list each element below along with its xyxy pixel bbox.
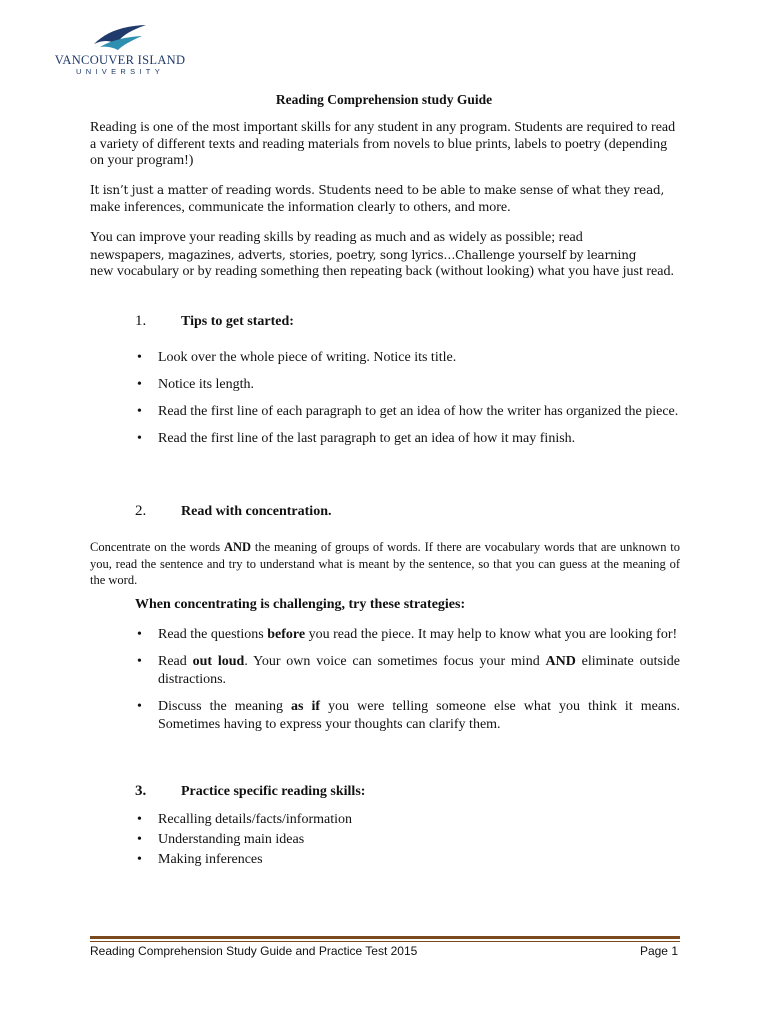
section-2-title: Read with concentration. xyxy=(181,504,332,519)
intro-paragraph-1: Reading is one of the most important skills for any student in any program. Students are required to read a variety of different texts and reading materials from novels to blue prints, labels to poetry (depending on your program!) xyxy=(90,120,676,168)
text-run-bold: AND xyxy=(545,654,576,669)
text-run: Read the questions xyxy=(158,627,268,642)
intro-paragraph-3-line-1: You can improve your reading skills by reading as much and as widely as possible; read xyxy=(90,230,583,245)
text-run: you were telling someone else what you think it means. Sometimes having to express your thoughts can clarify them. xyxy=(158,699,681,732)
text-run: you read the piece. It may help to know what you are looking for! xyxy=(305,627,678,642)
section-1-heading xyxy=(135,313,294,330)
intro-paragraph-3-line-3: new vocabulary or by reading something then repeating back (without looking) what you have just read. xyxy=(90,264,674,279)
section-3-title: Practice specific reading skills: xyxy=(181,784,366,799)
text-run-bold: out loud xyxy=(192,654,245,669)
page-title: Reading Comprehension study Guide xyxy=(275,92,493,107)
section-2-heading xyxy=(135,503,332,520)
intro-paragraph-3-line-2: newspapers, magazines, adverts, stories, poetry, song lyrics…Challenge yourself by learning xyxy=(90,247,637,262)
footer-rule-thin xyxy=(90,941,680,942)
text-run-bold: as if xyxy=(291,699,321,714)
text-run: Read xyxy=(158,654,193,669)
university-logo xyxy=(50,22,190,78)
list-item: • Recalling details/facts/information xyxy=(135,810,680,829)
text-run: Discuss the meaning xyxy=(158,699,291,714)
list-item: • Read the first line of the last paragraph to get an idea of how it may finish. xyxy=(135,430,680,448)
text-run: Concentrate on the words xyxy=(90,540,224,554)
section-2-paragraph xyxy=(90,539,680,589)
text-run: . Your own voice can sometimes focus your mind xyxy=(244,654,546,669)
section-2-number: 2. xyxy=(135,503,147,519)
list-item: • Look over the whole piece of writing. Notice its title. xyxy=(135,349,680,367)
section-2-list xyxy=(135,626,680,743)
list-item: • Understanding main ideas xyxy=(135,830,680,849)
section-1-number: 1. xyxy=(135,313,147,329)
section-3-list xyxy=(135,810,680,870)
text-run-bold: before xyxy=(267,627,306,642)
section-1-title: Tips to get started: xyxy=(181,314,294,329)
section-3-number: 3. xyxy=(135,783,147,799)
page-number: Page 1 xyxy=(639,944,678,958)
section-1-list xyxy=(135,349,680,457)
list-item xyxy=(135,653,680,689)
text-run: the meaning of groups of words. If there are vocabulary words that are unknown to you, read the sentence and try to understand what is meant by the sentence, so that you can guess at the meaning of the word. xyxy=(90,540,680,587)
text-run-bold: AND xyxy=(223,540,252,554)
bird-logo-icon xyxy=(92,22,148,52)
logo-subtitle: UNIVERSITY xyxy=(75,67,164,76)
list-item xyxy=(135,698,680,734)
intro-paragraph-3 xyxy=(90,230,680,281)
list-item: • Read the first line of each paragraph to get an idea of how the writer has organized the piece. xyxy=(135,403,680,421)
section-3-heading xyxy=(135,783,365,800)
footer-title: Reading Comprehension Study Guide and Practice Test 2015 xyxy=(90,944,418,958)
intro-paragraph-2-line-2: make inferences, communicate the information clearly to others, and more. xyxy=(90,199,511,215)
logo-name: VANCOUVER ISLAND xyxy=(54,53,186,67)
section-2-subheading: When concentrating is challenging, try these strategies: xyxy=(135,597,466,612)
footer-rule xyxy=(90,936,680,939)
text-run: eliminate outside distractions. xyxy=(158,654,681,687)
intro-paragraph-2 xyxy=(90,182,680,216)
list-item: • Making inferences xyxy=(135,850,680,869)
list-item: • Notice its length. xyxy=(135,376,680,394)
list-item xyxy=(135,626,680,644)
intro-paragraph-2-line-1: It isn’t just a matter of reading words. Students need to be able to make sense of what they read, xyxy=(90,183,665,197)
